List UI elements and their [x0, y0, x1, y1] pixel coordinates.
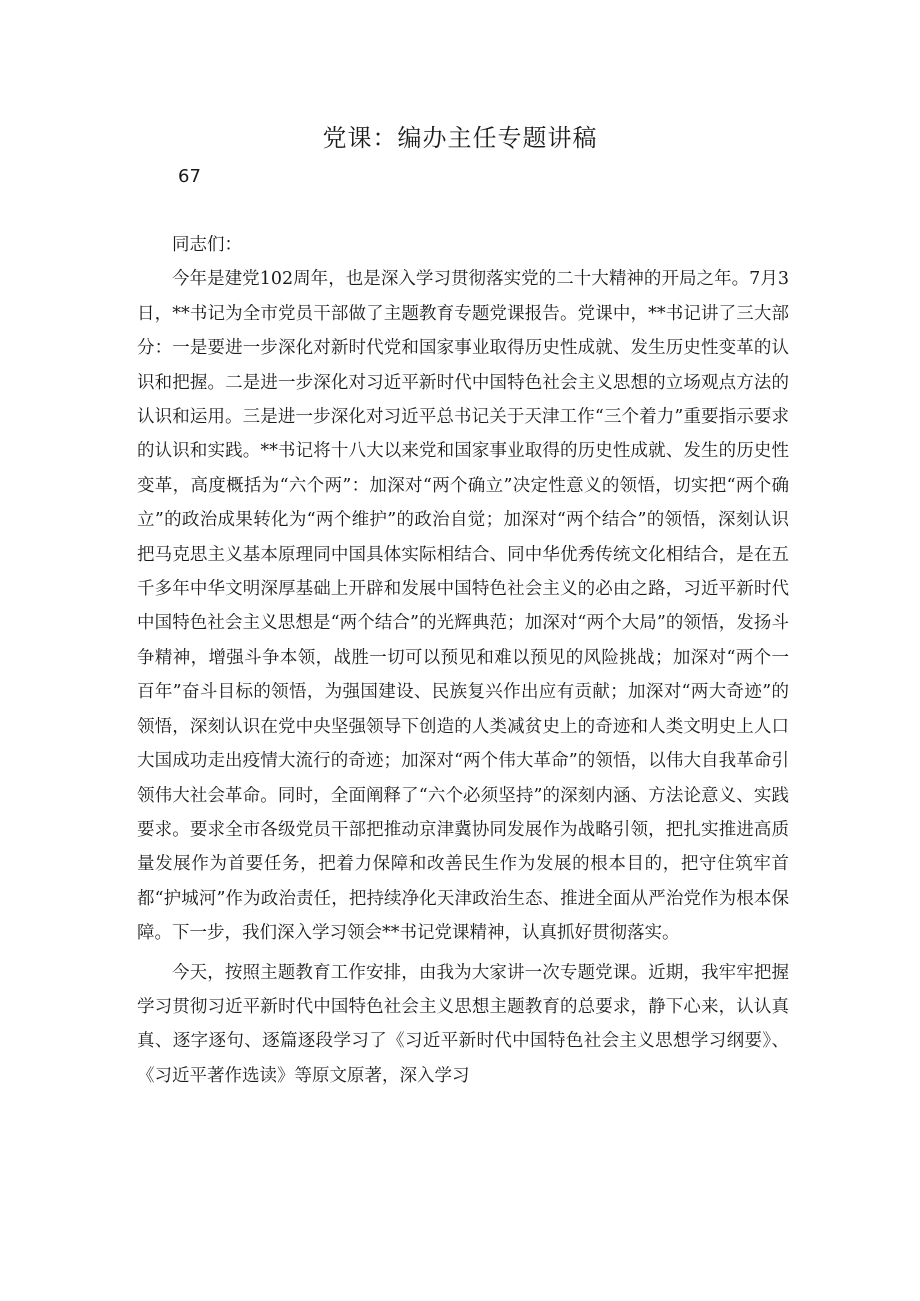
body-paragraph-2: 今天，按照主题教育工作安排，由我为大家讲一次专题党课。近期，我牢牢把握学习贯彻习近平新时代中国特色社会主义思想主题教育的总要求，静下心来，认认真真、逐字逐句、逐篇逐段学习了《习近平新时代中国特色社会主义思想学习纲要》、《习近平著作选读》等原文原著，深入学习 — [137, 962, 789, 1086]
document-number: 67 — [178, 166, 201, 187]
document-body — [137, 228, 789, 1093]
body-paragraph-1: 今年是建党102周年，也是深入学习贯彻落实党的二十大精神的开局之年。7月3日，**书记为全市党员干部做了主题教育专题党课报告。党课中，**书记讲了三大部分：一是要进一步深化对新时代党和国家事业取得历史性成就、发生历史性变革的认识和把握。二是进一步深化对习近平新时代中国特色社会主义思想的立场观点方法的认识和运用。三是进一步深化对习近平总书记关于天津工作“三个着力”重要指示要求的认识和实践。**书记将十八大以来党和国家事业取得的历史性成就、发生的历史性变革，高度概括为“六个两”：加深对“两个确立”决定性意义的领悟，切实把“两个确立”的政治成果转化为“两个维护”的政治自觉；加深对“两个结合”的领悟，深刻认识把马克思主义基本原理同中国具体实际相结合、同中华优秀传统文化相结合，是在五千多年中华文明深厚基础上开辟和发展中国特色社会主义的必由之路，习近平新时代中国特色社会主义思想是“两个结合”的光辉典范；加深对“两个大局”的领悟，发扬斗争精神，增强斗争本领，战胜一切可以预见和难以预见的风险挑战；加深对“两个一百年”奋斗目标的领悟，为强国建设、民族复兴作出应有贡献；加深对“两大奇迹”的领悟，深刻认识在党中央坚强领导下创造的人类减贫史上的奇迹和人类文明史上人口大国成功走出疫情大流行的奇迹；加深对“两个伟大革命”的领悟，以伟大自我革命引领伟大社会革命。同时，全面阐释了“六个必须坚持”的深刻内涵、方法论意义、实践要求。要求全市各级党员干部把推动京津冀协同发展作为战略引领，把扎实推进高质量发展作为首要任务，把着力保障和改善民生作为发展的根本目的，把守住筑牢首都“护城河”作为政治责任，把持续净化天津政治生态、推进全面从严治党作为根本保障。下一步，我们深入学习领会**书记党课精神，认真抓好贯彻落实。 — [137, 269, 789, 944]
greeting-paragraph: 同志们： — [172, 235, 242, 255]
document-title: 党课：编办主任专题讲稿 — [322, 124, 598, 152]
